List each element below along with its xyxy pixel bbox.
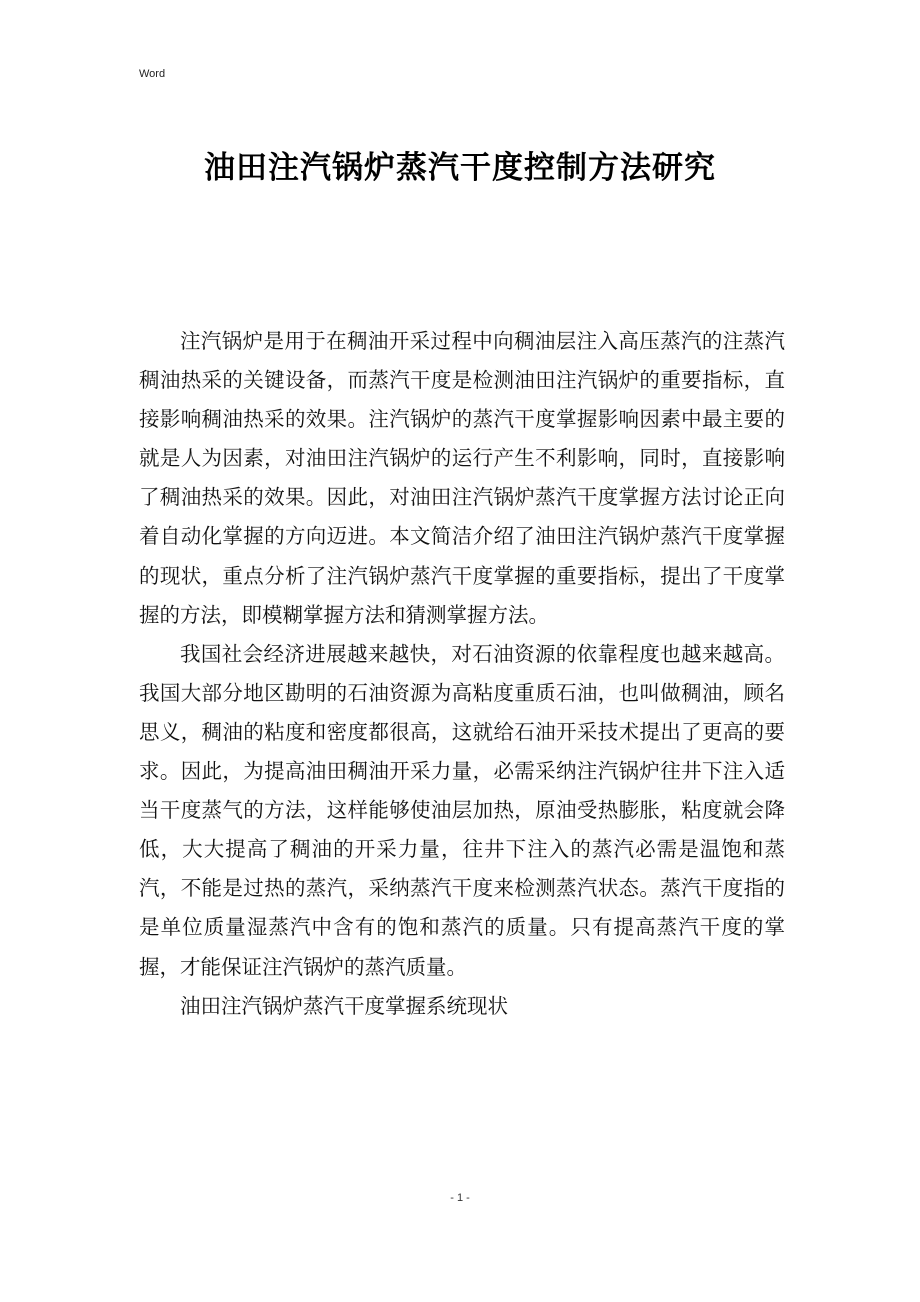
- document-title: 油田注汽锅炉蒸汽干度控制方法研究: [204, 150, 716, 186]
- header-label: Word: [139, 68, 166, 80]
- paragraph: 我国社会经济进展越来越快，对石油资源的依靠程度也越来越高。我国大部分地区勘明的石油资源为高粘度重质石油，也叫做稠油，顾名思义，稠油的粘度和密度都很高，这就给石油开采技术提出了更高的要求。因此，为提高油田稠油开采力量，必需采纳注汽锅炉往井下注入适当干度蒸气的方法，这样能够使油层加热，原油受热膨胀，粘度就会降低，大大提高了稠油的开采力量，往井下注入的蒸汽必需是温饱和蒸汽，不能是过热的蒸汽，采纳蒸汽干度来检测蒸汽状态。蒸汽干度指的是单位质量湿蒸汽中含有的饱和蒸汽的质量。只有提高蒸汽干度的掌握，才能保证注汽锅炉的蒸汽质量。: [139, 641, 785, 979]
- section-heading: 油田注汽锅炉蒸汽干度掌握系统现状: [180, 993, 508, 1018]
- paragraph: 注汽锅炉是用于在稠油开采过程中向稠油层注入高压蒸汽的注蒸汽稠油热采的关键设备，而蒸汽干度是检测油田注汽锅炉的重要指标，直接影响稠油热采的效果。注汽锅炉的蒸汽干度掌握影响因素中最主要的就是人为因素，对油田注汽锅炉的运行产生不利影响，同时，直接影响了稠油热采的效果。因此，对油田注汽锅炉蒸汽干度掌握方法讨论正向着自动化掌握的方向迈进。本文简洁介绍了油田注汽锅炉蒸汽干度掌握的现状，重点分析了注汽锅炉蒸汽干度掌握的重要指标，提出了干度掌握的方法，即模糊掌握方法和猜测掌握方法。: [139, 329, 785, 627]
- document-body: [139, 322, 785, 1026]
- page-number: - 1 -: [450, 1192, 470, 1204]
